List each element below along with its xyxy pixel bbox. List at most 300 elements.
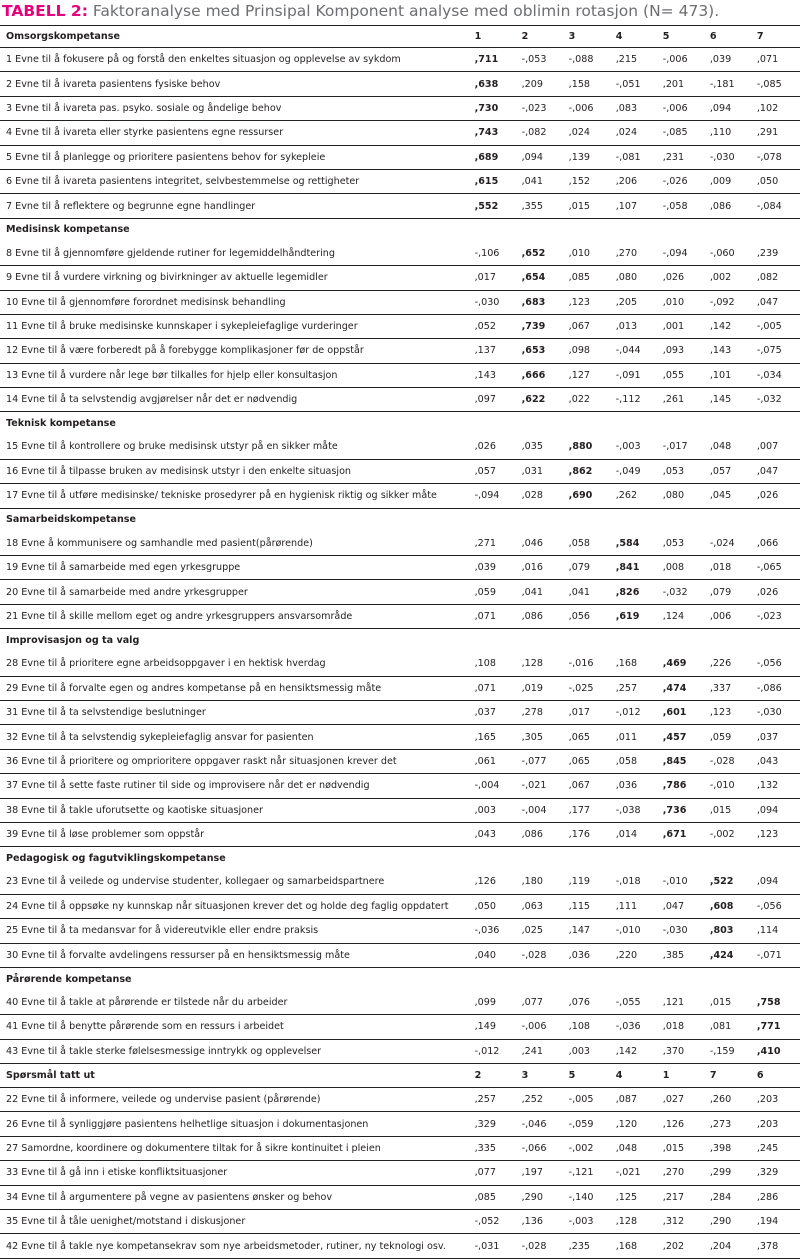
table-row	[0, 241, 800, 265]
loading-value: ,041	[518, 580, 565, 604]
loading-value: ,653	[518, 339, 565, 363]
loading-value: ,016	[518, 556, 565, 580]
loading-value: ,057	[706, 459, 753, 483]
loading-value: ,057	[471, 459, 518, 483]
loading-value: -,084	[753, 194, 800, 218]
section-header-row	[0, 1064, 800, 1088]
loading-value: ,110	[706, 121, 753, 145]
loading-value: -,021	[612, 1161, 659, 1185]
section-header-row	[0, 967, 800, 990]
table-row	[0, 822, 800, 846]
loading-value: -,003	[565, 1210, 612, 1234]
item-label: 13 Evne til å vurdere når lege bør tilkalles for hjelp eller konsultasjon	[0, 363, 471, 387]
loading-value: -,030	[706, 145, 753, 169]
loading-value: ,059	[471, 580, 518, 604]
item-label: 20 Evne til å samarbeide med andre yrkesgrupper	[0, 580, 471, 604]
loading-value: ,080	[659, 484, 706, 508]
loading-value: ,010	[659, 290, 706, 314]
loading-value: -,005	[753, 314, 800, 338]
loading-value: -,006	[659, 48, 706, 72]
loading-value: ,077	[518, 990, 565, 1014]
table-row	[0, 96, 800, 120]
item-label: 3 Evne til å ivareta pas. psyko. sosiale og åndelige behov	[0, 96, 471, 120]
loading-value: -,049	[612, 459, 659, 483]
loading-value: ,043	[471, 822, 518, 846]
loading-value: ,061	[471, 749, 518, 773]
table-row	[0, 314, 800, 338]
loading-value: ,608	[706, 894, 753, 918]
factor-table	[0, 25, 800, 1259]
loading-value: ,177	[565, 798, 612, 822]
loading-value: -,088	[565, 48, 612, 72]
loading-value: ,270	[659, 1161, 706, 1185]
item-label: 8 Evne til å gjennomføre gjeldende rutiner for legemiddelhåndtering	[0, 241, 471, 265]
loading-value: ,137	[471, 339, 518, 363]
loading-value: ,017	[565, 700, 612, 724]
table-row	[0, 1112, 800, 1136]
loading-value: ,803	[706, 919, 753, 943]
loading-value: -,046	[518, 1112, 565, 1136]
factor-column-header: 7	[753, 26, 800, 48]
loading-value: ,043	[753, 749, 800, 773]
item-label: 26 Evne til å synliggjøre pasientens helhetlige situasjon i dokumentasjonen	[0, 1112, 471, 1136]
loading-value: ,123	[565, 290, 612, 314]
factor-column-header: 1	[659, 1064, 706, 1088]
loading-value: ,291	[753, 121, 800, 145]
loading-value: -,034	[753, 363, 800, 387]
loading-value: -,078	[753, 145, 800, 169]
loading-value: ,094	[753, 870, 800, 894]
loading-value: -,065	[753, 556, 800, 580]
loading-value: ,252	[518, 1088, 565, 1112]
table-row	[0, 894, 800, 918]
loading-value: ,424	[706, 943, 753, 967]
section-title: Medisinsk kompetanse	[6, 224, 130, 236]
section-title: Pårørende kompetanse	[6, 973, 132, 985]
table-row	[0, 1210, 800, 1234]
loading-value: ,201	[659, 72, 706, 96]
loading-value: ,260	[706, 1088, 753, 1112]
loading-value: ,097	[471, 388, 518, 412]
loading-value: ,086	[518, 822, 565, 846]
factor-column-header: 4	[612, 1064, 659, 1088]
loading-value: ,270	[612, 241, 659, 265]
loading-value: ,273	[706, 1112, 753, 1136]
table-row	[0, 169, 800, 193]
loading-value: ,099	[471, 990, 518, 1014]
item-label: 14 Evne til å ta selvstendig avgjørelser når det er nødvendig	[0, 388, 471, 412]
loading-value: ,102	[753, 96, 800, 120]
loading-value: ,204	[706, 1234, 753, 1258]
loading-value: -,121	[565, 1161, 612, 1185]
loading-value: ,024	[612, 121, 659, 145]
loading-value: ,052	[471, 314, 518, 338]
loading-value: -,006	[659, 96, 706, 120]
loading-value: -,036	[471, 919, 518, 943]
table-row	[0, 145, 800, 169]
loading-value: -,082	[518, 121, 565, 145]
item-label: 16 Evne til å tilpasse bruken av medisinsk utstyr i den enkelte situasjon	[0, 459, 471, 483]
loading-value: ,039	[471, 556, 518, 580]
loading-value: ,149	[471, 1015, 518, 1039]
loading-value: -,036	[612, 1015, 659, 1039]
factor-column-header: 4	[612, 26, 659, 48]
loading-value: -,044	[612, 339, 659, 363]
loading-value: -,028	[706, 749, 753, 773]
loading-value: ,008	[659, 556, 706, 580]
loading-value: ,410	[753, 1039, 800, 1063]
loading-value: ,262	[612, 484, 659, 508]
loading-value: ,067	[565, 314, 612, 338]
loading-value: ,047	[753, 459, 800, 483]
loading-value: -,016	[565, 652, 612, 676]
loading-value: ,007	[753, 435, 800, 459]
loading-value: -,010	[659, 870, 706, 894]
loading-value: -,004	[471, 774, 518, 798]
loading-value: ,063	[518, 894, 565, 918]
loading-value: ,083	[612, 96, 659, 120]
item-label: 15 Evne til å kontrollere og bruke medisinsk utstyr på en sikker måte	[0, 435, 471, 459]
table-row	[0, 919, 800, 943]
loading-value: ,123	[753, 822, 800, 846]
factor-column-header: 3	[518, 1064, 565, 1088]
loading-value: -,012	[471, 1039, 518, 1063]
loading-value: ,226	[706, 652, 753, 676]
loading-value: ,015	[706, 798, 753, 822]
loading-value: -,091	[612, 363, 659, 387]
loading-value: ,107	[612, 194, 659, 218]
factor-column-header: 2	[518, 26, 565, 48]
loading-value: ,011	[612, 725, 659, 749]
loading-value: ,114	[753, 919, 800, 943]
loading-value: ,079	[706, 580, 753, 604]
loading-value: ,206	[612, 169, 659, 193]
section-header-row	[0, 26, 800, 48]
factor-column-header: 5	[659, 26, 706, 48]
loading-value: -,075	[753, 339, 800, 363]
section-title: Teknisk kompetanse	[6, 418, 116, 430]
item-label: 34 Evne til å argumentere på vegne av pasientens ønsker og behov	[0, 1185, 471, 1209]
loading-value: ,619	[612, 604, 659, 628]
item-label: 27 Samordne, koordinere og dokumentere tiltak for å sikre kontinuitet i pleien	[0, 1136, 471, 1160]
loading-value: ,584	[612, 531, 659, 555]
loading-value: ,098	[565, 339, 612, 363]
table-row	[0, 363, 800, 387]
loading-value: ,027	[659, 1088, 706, 1112]
table-row	[0, 652, 800, 676]
loading-value: ,087	[612, 1088, 659, 1112]
loading-value: ,028	[518, 484, 565, 508]
loading-value: ,015	[706, 990, 753, 1014]
loading-value: ,048	[706, 435, 753, 459]
loading-value: ,239	[753, 241, 800, 265]
loading-value: ,202	[659, 1234, 706, 1258]
item-label: 39 Evne til å løse problemer som oppstår	[0, 822, 471, 846]
loading-value: ,085	[565, 266, 612, 290]
item-label: 32 Evne til å ta selvstendig sykepleiefaglig ansvar for pasienten	[0, 725, 471, 749]
loading-value: ,035	[518, 435, 565, 459]
loading-value: ,055	[659, 363, 706, 387]
loading-value: ,231	[659, 145, 706, 169]
item-label: 4 Evne til å ivareta eller styrke pasientens egne ressurser	[0, 121, 471, 145]
table-row	[0, 531, 800, 555]
factor-column-header: 7	[706, 1064, 753, 1088]
factor-column-header: 6	[706, 26, 753, 48]
item-label: 30 Evne til å forvalte avdelingens ressurser på en hensiktsmessig måte	[0, 943, 471, 967]
table-row	[0, 435, 800, 459]
loading-value: -,056	[753, 652, 800, 676]
loading-value: ,086	[706, 194, 753, 218]
loading-value: ,601	[659, 700, 706, 724]
loading-value: ,079	[565, 556, 612, 580]
section-title: Improvisasjon og ta valg	[6, 634, 140, 646]
loading-value: -,006	[518, 1015, 565, 1039]
loading-value: ,093	[659, 339, 706, 363]
table-row	[0, 1088, 800, 1112]
factor-column-header: 6	[753, 1064, 800, 1088]
loading-value: ,037	[753, 725, 800, 749]
loading-value: ,235	[565, 1234, 612, 1258]
loading-value: ,009	[706, 169, 753, 193]
loading-value: ,017	[471, 266, 518, 290]
loading-value: ,128	[518, 652, 565, 676]
loading-value: -,028	[518, 943, 565, 967]
loading-value: ,047	[753, 290, 800, 314]
loading-value: -,159	[706, 1039, 753, 1063]
loading-value: -,051	[612, 72, 659, 96]
item-label: 7 Evne til å reflektere og begrunne egne handlinger	[0, 194, 471, 218]
loading-value: ,015	[659, 1136, 706, 1160]
loading-value: ,025	[518, 919, 565, 943]
loading-value: ,215	[612, 48, 659, 72]
loading-value: -,085	[753, 72, 800, 96]
table-row	[0, 459, 800, 483]
factor-table-body	[0, 26, 800, 1259]
table-row	[0, 339, 800, 363]
loading-value: ,050	[471, 894, 518, 918]
loading-value: ,335	[471, 1136, 518, 1160]
loading-value: ,056	[565, 604, 612, 628]
loading-value: ,841	[612, 556, 659, 580]
loading-value: -,112	[612, 388, 659, 412]
loading-value: ,071	[753, 48, 800, 72]
loading-value: -,006	[565, 96, 612, 120]
loading-value: ,058	[565, 531, 612, 555]
table-row	[0, 1015, 800, 1039]
loading-value: ,739	[518, 314, 565, 338]
loading-value: ,370	[659, 1039, 706, 1063]
table-row	[0, 870, 800, 894]
loading-value: ,002	[706, 266, 753, 290]
item-label: 10 Evne til å gjennomføre forordnet medisinsk behandling	[0, 290, 471, 314]
loading-value: -,077	[518, 749, 565, 773]
loading-value: ,015	[565, 194, 612, 218]
loading-value: ,058	[612, 749, 659, 773]
loading-value: ,771	[753, 1015, 800, 1039]
table-row	[0, 943, 800, 967]
loading-value: ,048	[612, 1136, 659, 1160]
loading-value: ,474	[659, 676, 706, 700]
section-header-row	[0, 629, 800, 652]
loading-value: ,284	[706, 1185, 753, 1209]
section-title: Pedagogisk og fagutviklingskompetanse	[6, 853, 226, 865]
loading-value: ,040	[471, 943, 518, 967]
item-label: 23 Evne til å veilede og undervise studenter, kollegaer og samarbeidspartnere	[0, 870, 471, 894]
loading-value: ,278	[518, 700, 565, 724]
loading-value: ,046	[518, 531, 565, 555]
loading-value: ,378	[753, 1234, 800, 1258]
loading-value: ,217	[659, 1185, 706, 1209]
loading-value: ,142	[706, 314, 753, 338]
loading-value: ,071	[471, 604, 518, 628]
item-label: 35 Evne til å tåle uenighet/motstand i diskusjoner	[0, 1210, 471, 1234]
loading-value: ,711	[471, 48, 518, 72]
loading-value: -,085	[659, 121, 706, 145]
loading-value: ,024	[565, 121, 612, 145]
loading-value: ,041	[565, 580, 612, 604]
loading-value: ,120	[612, 1112, 659, 1136]
table-row	[0, 1234, 800, 1258]
loading-value: ,209	[518, 72, 565, 96]
loading-value: ,385	[659, 943, 706, 967]
loading-value: ,124	[659, 604, 706, 628]
loading-value: ,290	[518, 1185, 565, 1209]
loading-value: ,026	[659, 266, 706, 290]
loading-value: ,121	[659, 990, 706, 1014]
table-row	[0, 604, 800, 628]
loading-value: ,143	[706, 339, 753, 363]
loading-value: ,689	[471, 145, 518, 169]
loading-value: ,862	[565, 459, 612, 483]
loading-value: -,094	[471, 484, 518, 508]
item-label: 37 Evne til å sette faste rutiner til side og improvisere når det er nødvendig	[0, 774, 471, 798]
loading-value: ,094	[518, 145, 565, 169]
loading-value: -,038	[612, 798, 659, 822]
item-label: 43 Evne til å takle sterke følelsesmessige inntrykk og opplevelser	[0, 1039, 471, 1063]
section-title: Spørsmål tatt ut	[0, 1064, 471, 1088]
loading-value: ,123	[706, 700, 753, 724]
table-row	[0, 676, 800, 700]
table-row	[0, 1161, 800, 1185]
table-row	[0, 72, 800, 96]
loading-value: ,176	[565, 822, 612, 846]
loading-value: ,094	[706, 96, 753, 120]
loading-value: ,031	[518, 459, 565, 483]
loading-value: ,071	[471, 676, 518, 700]
loading-value: ,101	[706, 363, 753, 387]
loading-value: ,786	[659, 774, 706, 798]
section-title: Samarbeidskompetanse	[6, 514, 137, 526]
item-label: 33 Evne til å gå inn i etiske konfliktsituasjoner	[0, 1161, 471, 1185]
table-row	[0, 556, 800, 580]
loading-value: ,203	[753, 1112, 800, 1136]
loading-value: ,654	[518, 266, 565, 290]
loading-value: ,067	[565, 774, 612, 798]
item-label: 11 Evne til å bruke medisinske kunnskaper i sykepleiefaglige vurderinger	[0, 314, 471, 338]
loading-value: ,220	[612, 943, 659, 967]
loading-value: ,085	[471, 1185, 518, 1209]
loading-value: ,081	[706, 1015, 753, 1039]
loading-value: ,203	[753, 1088, 800, 1112]
loading-value: ,013	[612, 314, 659, 338]
loading-value: ,077	[471, 1161, 518, 1185]
loading-value: ,065	[565, 749, 612, 773]
loading-value: -,031	[471, 1234, 518, 1258]
table-row	[0, 798, 800, 822]
table-row	[0, 121, 800, 145]
loading-value: -,025	[565, 676, 612, 700]
table-row	[0, 749, 800, 773]
loading-value: ,622	[518, 388, 565, 412]
item-label: 36 Evne til å prioritere og omprioritere oppgaver raskt når situasjonen krever det	[0, 749, 471, 773]
item-label: 19 Evne til å samarbeide med egen yrkesgruppe	[0, 556, 471, 580]
loading-value: ,197	[518, 1161, 565, 1185]
loading-value: -,021	[518, 774, 565, 798]
loading-value: ,014	[612, 822, 659, 846]
loading-value: ,022	[565, 388, 612, 412]
loading-value: ,257	[471, 1088, 518, 1112]
item-label: 21 Evne til å skille mellom eget og andre yrkesgruppers ansvarsområde	[0, 604, 471, 628]
loading-value: ,066	[753, 531, 800, 555]
loading-value: ,180	[518, 870, 565, 894]
loading-value: ,026	[753, 484, 800, 508]
loading-value: ,128	[612, 1210, 659, 1234]
loading-value: ,145	[706, 388, 753, 412]
loading-value: ,666	[518, 363, 565, 387]
loading-value: ,136	[518, 1210, 565, 1234]
loading-value: ,003	[565, 1039, 612, 1063]
item-label: 40 Evne til å takle at pårørende er tilstede når du arbeider	[0, 990, 471, 1014]
loading-value: ,845	[659, 749, 706, 773]
table-row	[0, 484, 800, 508]
loading-value: ,026	[471, 435, 518, 459]
item-label: 25 Evne til å ta medansvar for å videreutvikle eller endre praksis	[0, 919, 471, 943]
loading-value: ,086	[518, 604, 565, 628]
loading-value: ,652	[518, 241, 565, 265]
loading-value: -,086	[753, 676, 800, 700]
loading-value: ,143	[471, 363, 518, 387]
loading-value: -,024	[706, 531, 753, 555]
loading-value: ,522	[706, 870, 753, 894]
loading-value: ,126	[659, 1112, 706, 1136]
loading-value: -,012	[612, 700, 659, 724]
loading-value: ,127	[565, 363, 612, 387]
table-row	[0, 388, 800, 412]
loading-value: ,290	[706, 1210, 753, 1234]
loading-value: ,094	[753, 798, 800, 822]
loading-value: ,152	[565, 169, 612, 193]
item-label: 24 Evne til å oppsøke ny kunnskap når situasjonen krever det og holde deg faglig oppdatert	[0, 894, 471, 918]
factor-column-header: 2	[471, 1064, 518, 1088]
loading-value: ,826	[612, 580, 659, 604]
loading-value: ,076	[565, 990, 612, 1014]
factor-column-header: 1	[471, 26, 518, 48]
loading-value: ,119	[565, 870, 612, 894]
loading-value: ,683	[518, 290, 565, 314]
table-label: TABELL 2:	[2, 2, 88, 20]
loading-value: ,194	[753, 1210, 800, 1234]
loading-value: ,037	[471, 700, 518, 724]
section-header-row	[0, 847, 800, 870]
loading-value: -,032	[753, 388, 800, 412]
loading-value: ,355	[518, 194, 565, 218]
loading-value: ,108	[471, 652, 518, 676]
loading-value: ,142	[612, 1039, 659, 1063]
table-title	[2, 0, 719, 22]
table-row	[0, 725, 800, 749]
loading-value: ,469	[659, 652, 706, 676]
loading-value: ,041	[518, 169, 565, 193]
